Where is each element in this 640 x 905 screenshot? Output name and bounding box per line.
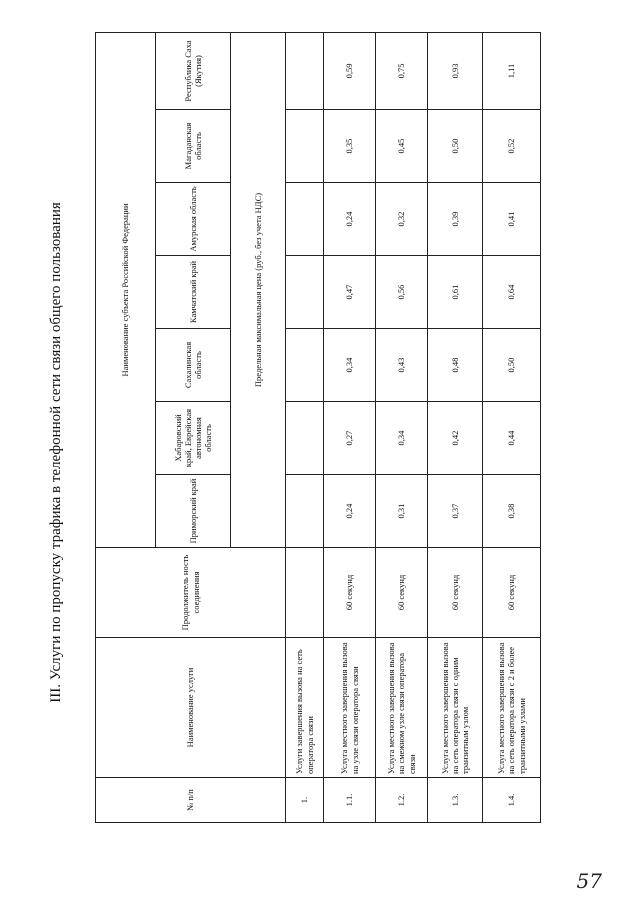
table-row-price — [286, 475, 324, 548]
table-row-price — [286, 183, 324, 256]
handwritten-page-number: 57 — [576, 869, 602, 893]
header-subject-group: Наименование субъекта Российской Федерации — [96, 32, 156, 547]
table-row-num: 1.2. — [376, 778, 428, 823]
table-row-price: 0,45 — [376, 110, 428, 183]
table-row-price: 0,35 — [324, 110, 376, 183]
header-region: Камчатский край — [156, 256, 231, 329]
table-row-price: 0,31 — [376, 475, 428, 548]
table-row-price: 0,24 — [324, 475, 376, 548]
table-row-price: 0,52 — [483, 110, 541, 183]
table-row-price: 0,38 — [483, 475, 541, 548]
table-row-price: 0,64 — [483, 256, 541, 329]
header-price-group: Предельная максимальная цена (руб., без учета НДС) — [231, 32, 286, 547]
table-row-price: 1,11 — [483, 32, 541, 109]
header-region: Хабаровский край, Еврейская автономная область — [156, 402, 231, 475]
table-row-duration: 60 секунд — [483, 548, 541, 638]
table-row-duration: 60 секунд — [428, 548, 483, 638]
table-row-num: 1.1. — [324, 778, 376, 823]
table-row-price: 0,50 — [483, 329, 541, 402]
table-row-service: Услуга местного завершения вызова на смежном узле связи оператора связи — [376, 638, 428, 778]
tariff-table — [95, 32, 541, 823]
table-row-num: 1.3. — [428, 778, 483, 823]
table-row-price: 0,42 — [428, 402, 483, 475]
header-num: № п/п — [96, 778, 286, 823]
table-row-duration: 60 секунд — [376, 548, 428, 638]
table-row-duration — [286, 548, 324, 638]
table-row-price: 0,59 — [324, 32, 376, 109]
table-row-price: 0,41 — [483, 183, 541, 256]
header-region: Сахалинская область — [156, 329, 231, 402]
table-row-price: 0,34 — [324, 329, 376, 402]
table-row-price: 0,37 — [428, 475, 483, 548]
table-row-price: 0,27 — [324, 402, 376, 475]
table-row-price: 0,93 — [428, 32, 483, 109]
header-duration: Продолжитель ность соединения — [96, 548, 286, 638]
table-row-price: 0,47 — [324, 256, 376, 329]
table-row-price — [286, 110, 324, 183]
table-row-price: 0,56 — [376, 256, 428, 329]
table-row-price: 0,61 — [428, 256, 483, 329]
header-region: Приморский край — [156, 475, 231, 548]
table-row-price: 0,50 — [428, 110, 483, 183]
table-row-price: 0,32 — [376, 183, 428, 256]
table-row-price: 0,39 — [428, 183, 483, 256]
table-row-service: Услуга местного завершения вызова на сеть оператора связи с одним транзитным узлом — [428, 638, 483, 778]
table-row-price: 0,44 — [483, 402, 541, 475]
table-row-service: Услуга местного завершения вызова на сеть оператора связи с 2 и более транзитными узлами — [483, 638, 541, 778]
table-row-price — [286, 32, 324, 109]
header-region: Республика Саха (Якутия) — [156, 32, 231, 109]
table-row-price: 0,24 — [324, 183, 376, 256]
header-region: Амурская область — [156, 183, 231, 256]
table-row-num: 1.4. — [483, 778, 541, 823]
table-row-duration: 60 секунд — [324, 548, 376, 638]
table-row-service: Услуга местного завершения вызова на узле связи оператора связи — [324, 638, 376, 778]
header-service: Наименование услуги — [96, 638, 286, 778]
table-row-price: 0,34 — [376, 402, 428, 475]
table-row-price: 0,75 — [376, 32, 428, 109]
table-row-num: 1. — [286, 778, 324, 823]
page-title: III. Услуги по пропуску трафика в телефонной сети связи общего пользования — [48, 202, 64, 703]
table-row-price — [286, 402, 324, 475]
table-row-price: 0,48 — [428, 329, 483, 402]
header-region: Магаданская область — [156, 110, 231, 183]
table-row-service: Услуги завершения вызова на сеть оператора связи — [286, 638, 324, 778]
table-row-price: 0,43 — [376, 329, 428, 402]
table-row-price — [286, 329, 324, 402]
table-row-price — [286, 256, 324, 329]
